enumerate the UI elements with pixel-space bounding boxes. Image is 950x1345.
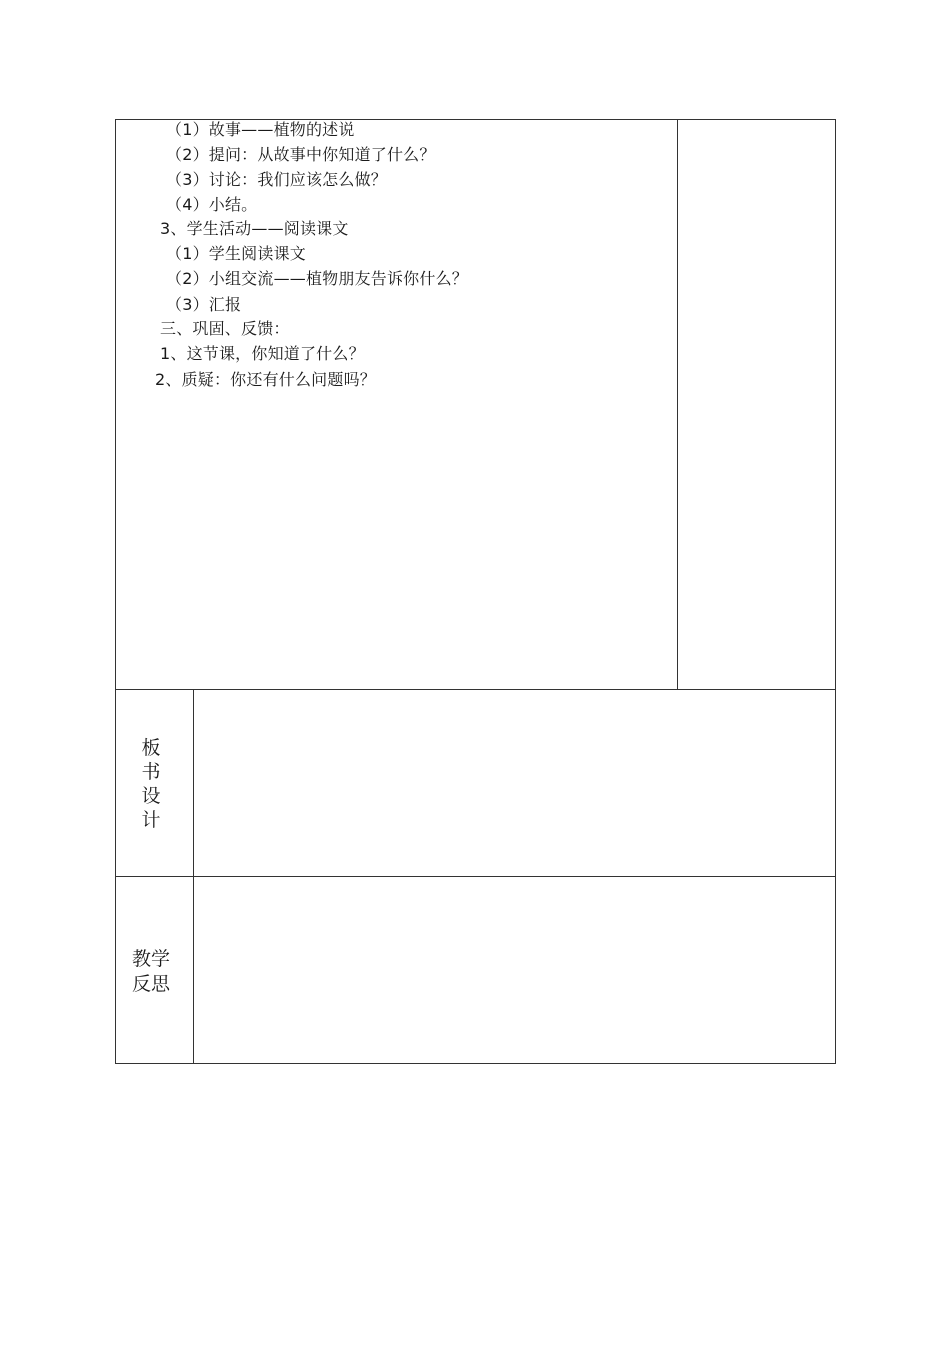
content-line: 三、巩固、反馈： — [160, 319, 290, 338]
board-design-content — [194, 690, 835, 876]
teaching-reflection-content — [194, 877, 835, 1063]
content-line: （1）学生阅读课文 — [166, 244, 306, 263]
content-line: （3）讨论：我们应该怎么做？ — [166, 170, 387, 189]
board-design-char: 计 — [141, 809, 161, 831]
content-line: 2、质疑：你还有什么问题吗？ — [155, 370, 376, 389]
board-design-char: 书 — [141, 761, 161, 783]
reflection-label-line: 反思 — [131, 973, 170, 995]
board-design-char: 设 — [141, 785, 161, 807]
content-line: （2）提问：从故事中你知道了什么？ — [166, 145, 436, 164]
content-line: （1）故事——植物的述说 — [166, 120, 355, 139]
board-design-char: 板 — [141, 737, 161, 759]
notes-column-divider — [677, 119, 678, 689]
content-line: （2）小组交流——植物朋友告诉你什么？ — [166, 269, 468, 288]
reflection-label-line: 教学 — [131, 948, 170, 970]
content-line: （3）汇报 — [166, 295, 242, 314]
content-line: 3、学生活动——阅读课文 — [160, 219, 349, 238]
content-line: （4）小结。 — [166, 195, 258, 214]
content-line: 1、这节课，你知道了什么？ — [160, 344, 365, 363]
